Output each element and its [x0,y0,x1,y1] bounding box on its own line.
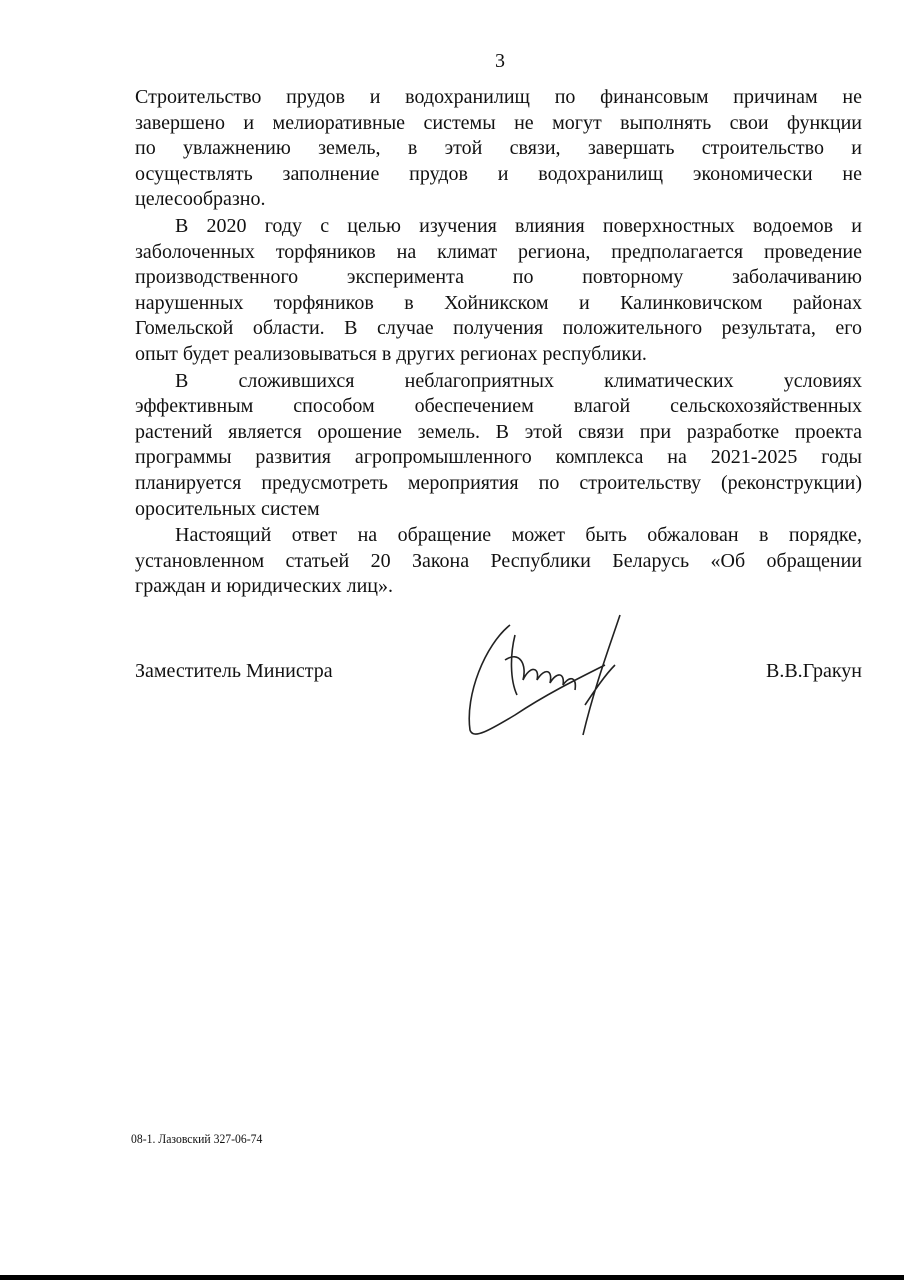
text-line: заболоченных торфяников на климат региона, предполагается проведение [135,240,862,263]
text-line: планируется предусмотреть мероприятия по строительству (реконструкции) [135,471,862,494]
footer-contact: 08-1. Лазовский 327-06-74 [131,1131,263,1146]
handwritten-signature [455,605,635,745]
page-number: 3 [495,50,505,72]
letter-body [135,85,862,601]
text-line: эффективным способом обеспечением влагой сельскохозяйственных [135,395,862,418]
text-line: по увлажнению земель, в этой связи, завершать строительство и [135,137,862,160]
scan-border [0,1275,904,1280]
text-line: целесообразно. [135,188,266,211]
text-line: граждан и юридических лиц». [135,575,393,598]
text-line: производственного эксперимента по повторному заболачиванию [135,266,862,289]
text-line: В сложившихся неблагоприятных климатических условиях [175,369,862,392]
paragraph [135,369,862,523]
paragraph [135,214,862,368]
paragraph [135,85,862,213]
text-line: В 2020 году с целью изучения влияния поверхностных водоемов и [175,214,862,237]
text-line: опыт будет реализовываться в других регионах республики. [135,342,647,365]
text-line: завершено и мелиоративные системы не могут выполнять свои функции [135,111,862,134]
text-line: Настоящий ответ на обращение может быть обжалован в порядке, [175,524,862,547]
text-line: растений является орошение земель. В этой связи при разработке проекта [135,420,862,443]
text-line: Строительство прудов и водохранилищ по финансовым причинам не [135,86,862,108]
signatory-name: В.В.Гракун [766,660,862,682]
signatory-title: Заместитель Министра [135,660,333,682]
text-line: программы развития агропромышленного комплекса на 2021-2025 годы [135,446,862,469]
paragraph [135,523,862,600]
text-line: оросительных систем [135,497,320,520]
text-line: осуществлять заполнение прудов и водохранилищ экономически не [135,162,862,185]
text-line: Гомельской области. В случае получения положительного результата, его [135,317,862,340]
text-line: установленном статьей 20 Закона Республики Беларусь «Об обращении [135,549,862,572]
text-line: нарушенных торфяников в Хойникском и Калинковичском районах [135,291,862,314]
